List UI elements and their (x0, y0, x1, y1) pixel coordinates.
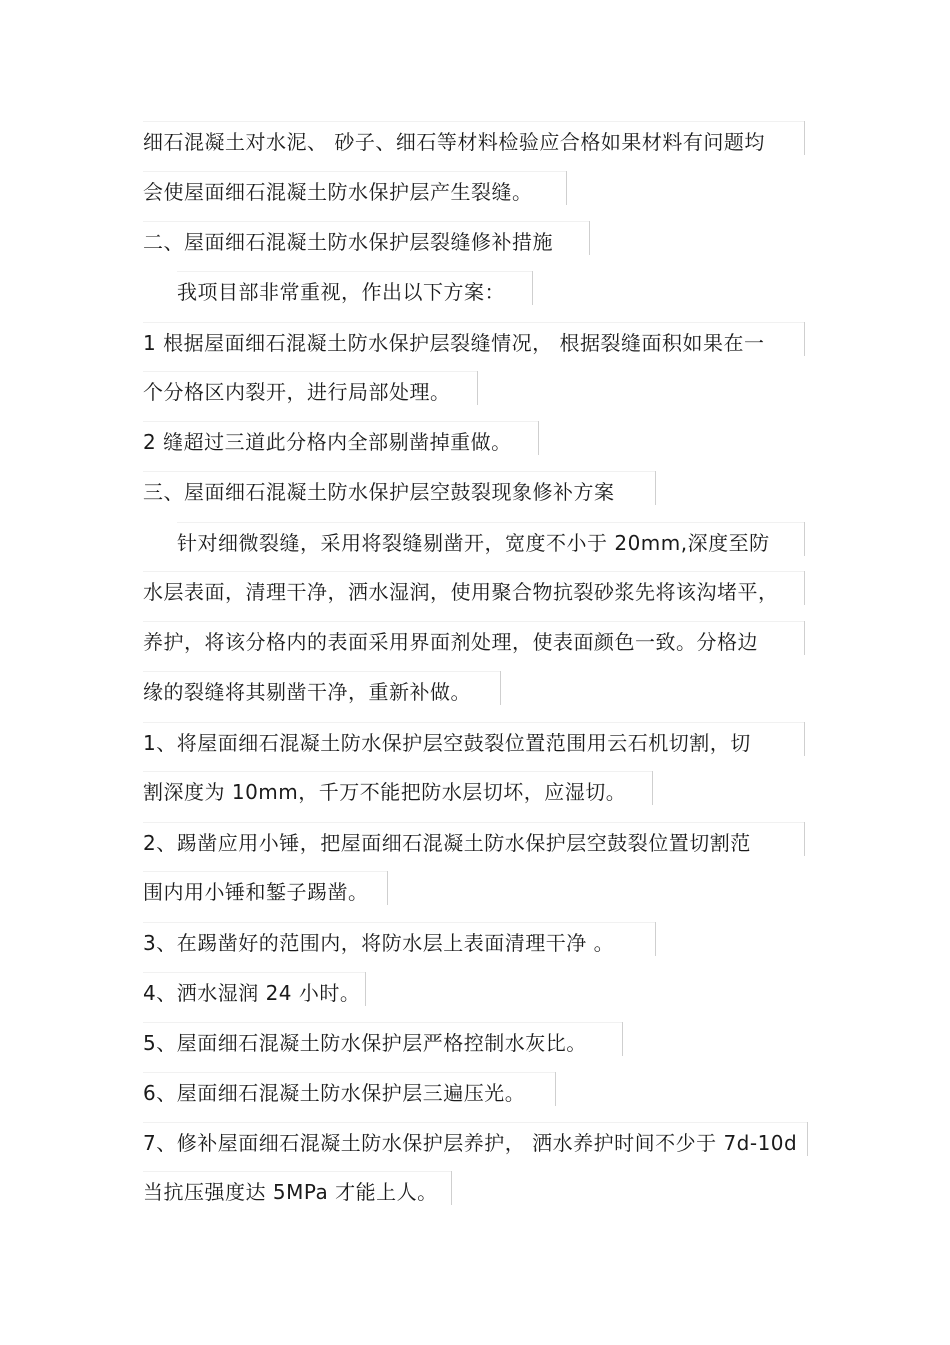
section-heading-3: 三、屋面细石混凝土防水保护层空鼓裂现象修补方案 (143, 477, 656, 507)
text-line-paragraph-2: 水层表面，清理干净，洒水湿润，使用聚合物抗裂砂浆先将该沟堵平， (143, 577, 805, 607)
text-line-step-1-cont: 割深度为 10mm，千万不能把防水层切坏，应湿切。 (143, 777, 653, 807)
text-line-item-1-cont: 个分格区内裂开，进行局部处理。 (143, 377, 478, 407)
text-line-step-6: 6、屋面细石混凝土防水保护层三遍压光。 (143, 1078, 556, 1108)
text-line-step-4: 4、洒水湿润 24 小时。 (143, 978, 366, 1008)
text-line-step-7-cont: 当抗压强度达 5MPa 才能上人。 (143, 1177, 452, 1207)
text-line-item-2: 2 缝超过三道此分格内全部剔凿掉重做。 (143, 427, 539, 457)
text-line-step-2-cont: 围内用小锤和錾子踢凿。 (143, 877, 388, 907)
text-line-1: 细石混凝土对水泥、 砂子、细石等材料检验应合格如果材料有问题均 (143, 127, 805, 157)
text-line-paragraph-1: 针对细微裂缝，采用将裂缝剔凿开，宽度不小于 20mm,深度至防 (177, 528, 805, 558)
text-line-intro: 我项目部非常重视，作出以下方案： (177, 277, 533, 307)
text-line-paragraph-4: 缘的裂缝将其剔凿干净，重新补做。 (143, 677, 501, 707)
text-line-step-5: 5、屋面细石混凝土防水保护层严格控制水灰比。 (143, 1028, 623, 1058)
text-line-2: 会使屋面细石混凝土防水保护层产生裂缝。 (143, 177, 567, 207)
text-line-step-3: 3、在踢凿好的范围内，将防水层上表面清理干净 。 (143, 928, 656, 958)
section-heading-2: 二、屋面细石混凝土防水保护层裂缝修补措施 (143, 227, 590, 257)
text-line-paragraph-3: 养护，将该分格内的表面采用界面剂处理，使表面颜色一致。分格边 (143, 627, 805, 657)
text-line-step-2: 2、踢凿应用小锤，把屋面细石混凝土防水保护层空鼓裂位置切割范 (143, 828, 805, 858)
text-line-item-1: 1 根据屋面细石混凝土防水保护层裂缝情况， 根据裂缝面积如果在一 (143, 328, 805, 358)
text-line-step-1: 1、将屋面细石混凝土防水保护层空鼓裂位置范围用云石机切割，切 (143, 728, 805, 758)
text-line-step-7: 7、修补屋面细石混凝土防水保护层养护， 洒水养护时间不少于 7d-10d (143, 1128, 808, 1158)
